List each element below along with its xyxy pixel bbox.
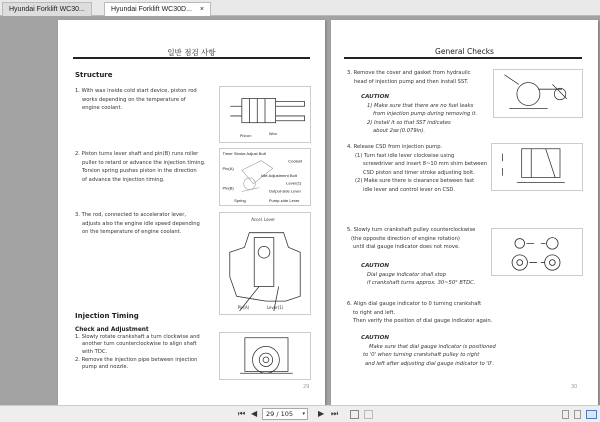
text-line: on the temperature of engine coolant. (82, 229, 182, 236)
text-line: 1. With wax inside cold start device, piston rod (75, 88, 197, 94)
caution-line: about 2㎜ (0.079in). (373, 128, 426, 135)
figure-label: Accel. Lever (251, 216, 276, 222)
text-line: another turn counterclockwise to align shaft (82, 341, 197, 348)
figure-csd (491, 143, 583, 191)
text-line: works depending on the temperature of (82, 96, 186, 103)
chevron-down-icon[interactable]: ▾ (302, 411, 305, 417)
next-page-button[interactable]: ▶ (318, 409, 325, 418)
figure-sst-install (493, 69, 583, 118)
text-line: 2. Piston turns lever shaft and pin(B) runs roller (75, 151, 199, 157)
text-line: 5. Slowly turn crankshaft pulley counterclockwise (347, 227, 476, 233)
page-number-input[interactable]: 29 / 105 ▾ (262, 408, 308, 420)
divider (344, 57, 582, 59)
figure-label: Pin(B) (222, 185, 234, 191)
caution-line: 2) Install it so that SST indicates (367, 119, 451, 126)
text-line: head of injection pump and then install SST. (354, 78, 469, 85)
figure-label: Spring (234, 198, 246, 204)
text-line: Then verify the position of dial gauge indicator again. (353, 318, 493, 325)
figure-label: Idle Adjustment Bolt (261, 173, 297, 178)
page-header: General Checks (435, 47, 494, 56)
text-line: (the opposite direction of engine rotation) (351, 235, 460, 242)
subsection-title: Check and Adjustment (75, 327, 149, 333)
item-4 (347, 143, 487, 195)
close-icon[interactable]: × (199, 6, 205, 13)
two-page-view-icon[interactable] (586, 410, 597, 419)
step-2 (75, 357, 225, 372)
figure-label: Pin(A) (222, 166, 234, 172)
text-line: 3. The rod, connected to accelerator lever, (75, 212, 187, 218)
caution-label: CAUTION (361, 335, 390, 341)
item-5 (347, 226, 475, 252)
figure-label: Pin(A) (237, 304, 250, 310)
caution-line: from injection pump during removing it. (373, 111, 478, 118)
page-header: 일반 점검 사항 (167, 48, 216, 57)
figure-label: Lever(1) (266, 304, 284, 310)
text-line: screwdriver and insert 8~10 mm shim between (363, 161, 487, 168)
figure-cold-start-device (219, 86, 311, 143)
section-title: Structure (75, 71, 113, 79)
text-line: pump and nozzle. (82, 364, 129, 371)
page-number: 30 (571, 384, 578, 390)
page-29 (58, 20, 325, 405)
page-30 (331, 20, 598, 405)
tab-document-1[interactable]: Hyundai Forklift WC30... (2, 2, 92, 16)
text-line: 3. Remove the cover and gasket from hydraulic (347, 70, 471, 76)
text-line: puller to retard or advance the injection timing. (82, 159, 206, 166)
caution-label: CAUTION (361, 263, 390, 269)
item-3 (75, 211, 225, 237)
caution-line: 1) Make sure that there are no fuel leaks (367, 102, 474, 109)
previous-page-button[interactable]: ◀ (251, 409, 258, 418)
caution-6 (361, 334, 496, 368)
last-page-button[interactable]: ⏭ (331, 409, 339, 418)
text-line: to right and left. (353, 309, 396, 316)
fit-width-icon[interactable] (364, 410, 373, 419)
text-line: adjusts also the engine idle speed depending (82, 220, 200, 227)
text-line: idle lever and control lever on CSD. (363, 186, 456, 193)
caution-line: and left after adjusting dial gauge indicator to '0'. (365, 360, 495, 367)
page-number: 29 (303, 384, 310, 390)
caution-line: if crankshaft turns approx. 30~50° BTDC. (367, 280, 476, 287)
figure-label: Output-side Lever (268, 188, 302, 194)
item-6 (347, 300, 492, 326)
continuous-view-icon[interactable] (574, 410, 581, 419)
figure-label: Timer Stroke Adjust Bolt (222, 150, 266, 156)
caution-5 (361, 262, 475, 288)
text-line: CSD piston and timer stroke adjusting bolt. (363, 169, 475, 176)
text-line: 2. Remove the injection pipe between injection (75, 357, 198, 363)
caution-line: to '0' when turning crankshaft pulley to right (363, 352, 480, 359)
figure-crankshaft-pulley (219, 332, 311, 380)
divider (73, 57, 310, 59)
figure-label: Lever(1) (286, 180, 302, 186)
text-line: engine coolant. (82, 105, 123, 112)
text-line: (2) Make sure there is clearance between fast (355, 178, 475, 185)
single-page-view-icon[interactable] (562, 410, 569, 419)
figure-timer-mechanism (219, 148, 311, 206)
text-line: 4. Release CSD from injection pump. (347, 144, 443, 150)
text-line: of advance the injection timing. (82, 176, 165, 183)
first-page-button[interactable]: ⏮ (238, 409, 246, 418)
caution-line: Make sure that dial gauge indicator is positioned (369, 343, 496, 350)
caution-label: CAUTION (361, 94, 390, 100)
item-1 (75, 87, 220, 113)
caution-line: Dial gauge indicator shall stop (367, 271, 446, 278)
figure-injection-pump (219, 212, 311, 315)
text-line: until dial gauge indicator does not move. (353, 244, 460, 251)
text-line: 6. Align dial gauge indicator to 0 turning crankshaft (347, 301, 482, 307)
text-line: Torsion spring pushes piston in the direction (82, 168, 197, 175)
figure-label: Coolant (288, 158, 303, 164)
item-3 (347, 69, 471, 86)
fit-page-icon[interactable] (350, 410, 359, 419)
section-title-injection-timing: Injection Timing (75, 312, 139, 320)
figure-label: Wax (268, 131, 278, 137)
text-line: (1) Turn fast idle lever clockwise using (355, 152, 455, 159)
text-line: with TDC. (82, 348, 108, 355)
tab-bar (0, 0, 600, 16)
figure-dial-gauge (491, 228, 583, 276)
item-2 (75, 150, 225, 184)
step-1 (75, 334, 225, 356)
text-line: 1. Slowly rotate crankshaft a turn clockwise and (75, 334, 200, 340)
figure-label: Piston (239, 133, 252, 139)
figure-label: Pump-side Lever (268, 198, 300, 204)
caution-list-3 (361, 93, 477, 136)
tab-document-2[interactable]: Hyundai Forklift WC30D... × (104, 2, 211, 16)
navigation-toolbar (0, 405, 600, 422)
